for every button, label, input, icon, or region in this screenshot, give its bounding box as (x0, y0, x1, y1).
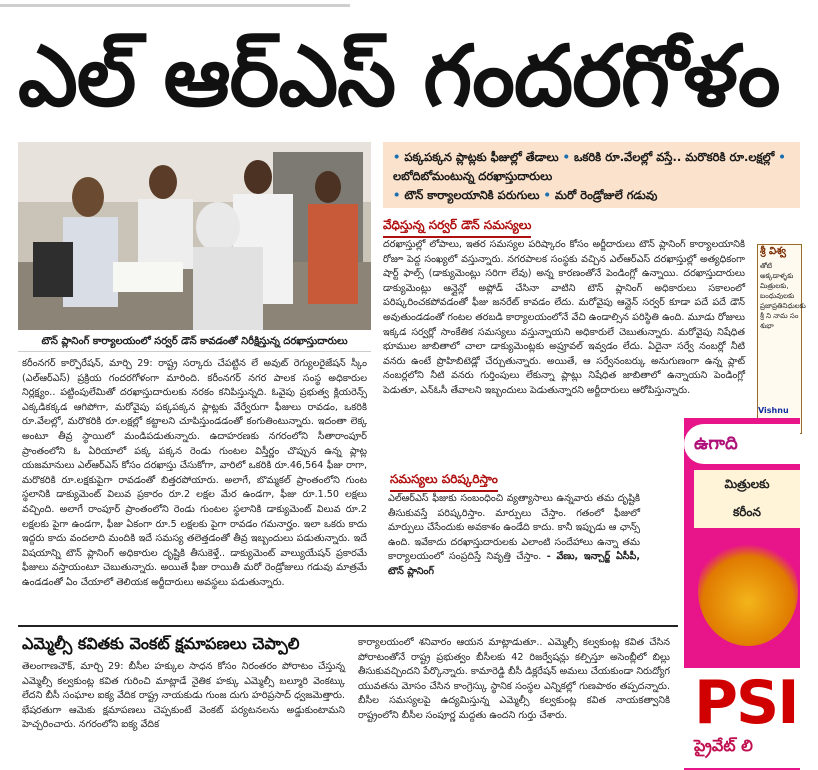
ad1-text: తోటి అక్కడాళ్ళకు మిత్రులకు, బంధువులకు ప్రజాప్రతినిధులకు శ్రీ ని నామ సం శుభా (760, 262, 806, 330)
ad2-greeting (694, 470, 800, 528)
news-photo (18, 142, 371, 330)
story2-body-left: తెలంగాణచౌక్, మార్చి 29: బీసీల హక్కుల సాధన కోసం నిరంతరం పోరాటం చేస్తున్న ఎమ్మెల్సీ కల్వకుంట్ల కవిత గురించి మాట్లాడే నైతిక హక్కు ఎమ్మెల్సీ బల్మూరి వెంకట్కు లేదని బీసీ సంఘాల ఐక్య వేదిక రాష్ట్ర నాయకుడు గుంజ దుగు హరిప్రసాద్ ధ్వజమెత్తారు. భేషరతుగా ఆమెకు క్షమాపణలు చెప్పకుంటే వెంకట్ పర్యటనలను అడ్డుకుంటామని హెచ్చరించారు. నగరంలోని ఐక్య వేదిక (22, 661, 345, 731)
highlight-3: లబోదిబోమంటున్న దరఖాస్తుదారులు (393, 169, 553, 183)
ad2-brand-sub: ప్రైవేట్ లి (694, 736, 753, 755)
top-divider (0, 4, 350, 7)
ad1-title: శ్రీ విశ్వ (760, 246, 786, 257)
highlights-box (383, 142, 800, 208)
story2-body-right: కార్యాలయంలో శనివారం ఆయన మాట్లాడుతూ.. ఎమ్మెల్సీ కల్వకుంట్ల కవిత చేసిన పోరాటంతోనే రాష్ట్ర ప్రభుత్వం బీసీలకు 42 రిజర్వేషన్లు కల్పిస్తూ అసెంబ్లీలో బిల్లు తీసుకువచ్చిందని పేర్కొన్నారు. కామారెడ్డి బీసీ డిక్లరేషన్ అమలు చేయకుండా నిరుద్యోగ యువతను మోసం చేసిన కాంగ్రెస్కు స్థానిక సంస్థల ఎన్నికల్లో గుణపాఠం తప్పదన్నారు. బీసీల సమస్యలపై ఉద్యమిస్తున్న ఎమ్మెల్సీ కల్వకుంట్ల కవిత నాయకత్వానికి రాష్ట్రంలోని బీసీల సంపూర్ణ మద్దతు ఉందని గుర్తు చేశారు. (358, 637, 670, 721)
quote-signature: - వేణు, ఇన్చార్జ్ ఏసీపీ, టౌన్ ప్లానింగ్ (388, 551, 640, 577)
subhead-solutions: సమస్యలు పరిష్కరిస్తాం (390, 472, 498, 492)
article-body-right: దరఖాస్తుల్లో లోపాలు, ఇతర సమస్యల పరిష్కారం కోసం అర్జీదారులు టౌన్ ప్లానింగ్ కార్యాలయానికి రోజూ పెద్ద సంఖ్యలో వస్తున్నారు. నగరపాలక సంస్థకు వచ్చిన ఎల్ఆర్ఎస్ దరఖాస్తుల్లో అత్యధికంగా షార్ట్ ఫాల్స్ (డాక్యుమెంట్లు సరిగా లేవు) అన్న కారణంతోనే పెండింగ్లో ఉన్నాయి. దరఖాస్తుదారులు డాక్యుమెంట్లు ఆన్లైన్లో అప్లోడ్ చేసినా వాటిని టౌన్ ప్లానింగ్ అధికారులు సకాలంలో పరిష్కరించకపోవడంతో ఫీజు జనరేట్ కావడం లేదు. మరోవైపు ఆన్లైన్ సర్వర్ కూడా పదే పదే డౌన్ అవుతుండడంతో గంటల తరబడి కార్యాలయంలోనే వేచి ఉండాల్సిన పరిస్థితి ఉంది. మూడు రోజులు ఇక్కడ సర్వర్లో సాంకేతిక సమస్యలు వస్తున్నాయని అధికారులే చెబుతున్నారు. మరోవైపు నిషేధిత భూముల జాబితాలో చాలా డాక్యుమెంట్లకు అప్రూవల్ ఇవ్వడం లేదు. ఏదైనా సర్వే నంబర్లో నీటి వనరు ఉంటే ప్రొహిబిటెడ్లో చేర్చుతున్నారు. అయితే, ఆ సర్వేనంబర్కు అనుగుణంగా ఉన్న ప్లాట్ నంబర్లలోని నీటి వనరు గుర్తింపులు లేకున్నా ప్లాట్లు నిషేధిత జాబితాలో ఉన్నాయని పెండింగ్లో పెడుతూ, ఎన్ఓసీ తేవాలని ఇబ్బందులు పెడుతున్నారని అర్జీదారులు ఆరోపిస్తున్నారు. (383, 239, 745, 396)
ad2-brand-box (684, 668, 800, 768)
subhead-server-issues: వేధిస్తున్న సర్వర్ డౌన్ సమస్యలు (383, 218, 531, 238)
section-divider (18, 625, 678, 627)
kalash-icon (698, 536, 798, 646)
greeting-ad-small (757, 244, 806, 434)
office-scene-image (18, 142, 371, 330)
bullet-dot-icon: • (393, 150, 405, 164)
ad2-line1: మిత్రులకు (724, 477, 770, 491)
quote-body (388, 492, 640, 610)
ad1-footer: Vishnu (758, 406, 789, 415)
highlight-2: ఒకరికి రూ.వేలల్లో వస్తే.. మరొకరికి రూ.లక్షల్లో (573, 150, 775, 164)
photo-caption: టౌన్ ప్లానింగ్ కార్యాలయంలో సర్వర్ డౌన్ కావడంతో నిరీక్షిస్తున్న దరఖాస్తుదారులు (18, 333, 371, 352)
highlight-4: టౌన్ కార్యాలయానికి పరుగులు (404, 188, 540, 202)
top-strip (0, 0, 800, 10)
story2-title: ఎమ్మెల్సీ కవితకు వెంకట్ క్షమాపణలు చెప్పాలి (22, 634, 300, 653)
headline: ఎల్ ఆర్ఎస్ గందరగోళం (18, 27, 780, 125)
highlight-1: పక్కపక్కన ప్లాట్లకు ఫీజుల్లో తేడాలు (404, 150, 559, 164)
highlight-5: మరో రెండ్రోజులే గడువు (554, 188, 658, 202)
quote-text: ఎల్ఆర్ఎస్ ఫీజుకు సంబంధించి వ్యత్యాసాలు ఉన్నవారు తమ దృష్టికి తీసుకువస్తే పరిష్కరిస్తాం. మార్పులు చేస్తాం. గతంలో ఫీజులో మార్పులు చేసేందుకు అవకాశం ఉండేది కాదు. కానీ ఇప్పుడు ఆ ఛాన్స్ ఉంది. ఇవేకాదు దరఖాస్తుదారులకు ఎలాంటి సందేహాలు ఉన్నా తమ కార్యాలయంలో సంప్రదిస్తే నివృత్తి చేస్తాం. (388, 493, 640, 563)
bullet-dot-icon: • (543, 188, 555, 202)
bullet-dot-icon: • (562, 150, 574, 164)
ad2-line2: కరీంన (733, 505, 761, 519)
ad2-brand: PSI (694, 668, 798, 738)
ad2-ugadi: ఉగాది (684, 424, 800, 464)
bullet-dot-icon: • (393, 188, 405, 202)
ugadi-ad (684, 418, 800, 770)
bullet-dot-icon: • (778, 150, 786, 164)
article-body-left: కరీంనగర్ కార్పొరేషన్, మార్చి 29: రాష్ట్ర సర్కారు చేపట్టిన లే అవుట్ రెగ్యులరైజేషన్ స్కీం (ఎల్ఆర్ఎస్) ప్రక్రియ గందరగోళంగా మారింది. కరీంనగర్ నగర పాలక సంస్థ అధికారుల నిర్లక్ష్యం.. పట్టింపులేమితో దరఖాస్తుదారులకు నరకం కనిపిస్తున్నది. ఓవైపు ప్రభుత్వ క్లియరెన్స్ ఎక్కడికక్కడ ఆగిపోగా, మరోవైపు పక్కపక్కన ప్లాట్లకు వేర్వేరుగా ఫీజులు రావడం, ఒకరికి రూ.వేలల్లో, మరొకరికి రూ.లక్షల్లో కట్టాలని చూపిస్తుండడంతో కంగుతింటున్నారు. ఇదంతా లెక్క అంటూ తీవ్ర స్థాయిలో మండిపడుతున్నారు. ఉదాహరణకు నగరంలోని సీతారాంపూర్ ప్రాంతంలోని ఓ ఏరియాలో పక్క పక్కన రెండు గుంటల విస్తీర్ణం చొప్పున ఉన్న ప్లాట్ల యజమానులు ఎల్ఆర్ఎస్ కోసం దరఖాస్తు చేసుకోగా, వారిలో ఒకరికి రూ.46,564 ఫీజు రాగా, మరొకరికి రూ.లక్షకుపైగా రావడంతో బిత్తరపోయారు. అలాగే, బొమ్మకల్ ప్రాంతంలోని గుంట స్థలానికి డాక్యుమెంట్ విలువ ప్రకారం రూ.2 లక్షల మేర ఉండగా, ఫీజు రూ.1.50 లక్షలు వచ్చింది. అలాగే రాంపూర్ ప్రాంతంలోని రెండు గుంటల స్థలానికి డాక్యుమెంట్ విలువ రూ.2 లక్షలకు పైగా ఉండగా, ఫీజు ఏకంగా రూ.5 లక్షలకు పైగా రావడం గమనార్హం. ఇలా ఒకరు కాదు ఇద్దరు కాదు వందలాది మందికి ఇదే సమస్య తలెత్తడంతో తీవ్ర ఇబ్బందులు పడుతున్నారు. ఇదే విషయాన్ని టౌన్ ప్లానింగ్ అధికారుల దృష్టికి తీసుకెళ్తే.. డాక్యుమెంట్ వాల్యుయేషన్ ప్రకారమే ఫీజులు వస్తాయంటూ చెబుతున్నారు. అయితే ఫీజు రాయితీ మరో రెండ్రోజులు గడువు మాత్రమే ఉండడంతో ఏం చేయాలో తెలియక అర్జీదారులు అవస్థలు పడుతున్నారు. (22, 358, 367, 588)
